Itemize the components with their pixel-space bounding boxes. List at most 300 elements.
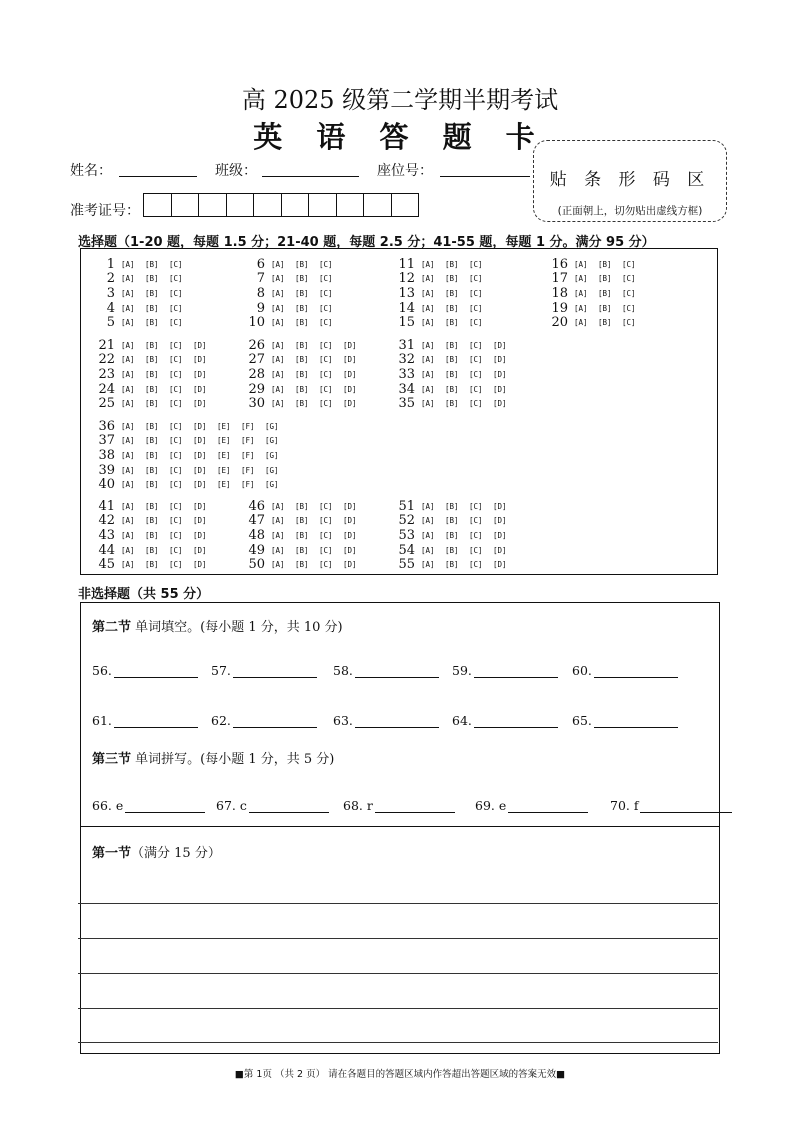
answer-bubble[interactable]: [C] xyxy=(622,274,636,284)
answer-bubble[interactable]: [B] xyxy=(295,545,309,555)
answer-bubble[interactable]: [B] xyxy=(445,530,459,540)
answer-bubble[interactable]: [B] xyxy=(295,399,309,409)
answer-bubble[interactable]: [B] xyxy=(445,288,459,298)
answer-bubble[interactable]: [D] xyxy=(343,560,357,570)
question-number: 34 xyxy=(398,381,415,397)
answer-blank-line[interactable] xyxy=(355,714,439,728)
answer-blank-line[interactable] xyxy=(249,799,329,813)
question-number: 38 xyxy=(98,447,115,463)
answer-bubble[interactable]: [B] xyxy=(145,530,159,540)
fill-blank xyxy=(92,713,198,728)
answer-bubble[interactable]: [C] xyxy=(469,545,483,555)
exam-id-digit-box[interactable] xyxy=(281,193,310,217)
answer-bubble[interactable]: [D] xyxy=(343,384,357,394)
question-number: 27 xyxy=(248,352,265,368)
part1-header: 第一节（满分 15 分） xyxy=(92,846,221,861)
answer-bubble[interactable]: [A] xyxy=(121,274,135,284)
question-row xyxy=(93,301,193,316)
answer-bubble[interactable]: [B] xyxy=(145,560,159,570)
answer-bubble[interactable]: [A] xyxy=(121,450,135,460)
question-number: 28 xyxy=(248,366,265,382)
question-row xyxy=(93,396,217,411)
answer-bubble[interactable]: [B] xyxy=(145,303,159,313)
answer-bubble[interactable]: [C] xyxy=(169,318,183,328)
answer-bubble[interactable]: [A] xyxy=(121,545,135,555)
answer-bubble[interactable]: [C] xyxy=(169,274,183,284)
exam-id-digit-box[interactable] xyxy=(253,193,282,217)
answer-bubble[interactable]: [D] xyxy=(193,480,207,490)
answer-bubble[interactable]: [B] xyxy=(445,274,459,284)
answer-bubble[interactable]: [C] xyxy=(169,450,183,460)
answer-bubble[interactable]: [B] xyxy=(145,355,159,365)
answer-bubble[interactable]: [C] xyxy=(469,384,483,394)
answer-bubble[interactable]: [C] xyxy=(319,303,333,313)
answer-bubble[interactable]: [B] xyxy=(295,259,309,269)
answer-bubble[interactable]: [C] xyxy=(469,274,483,284)
answer-bubble[interactable]: [G] xyxy=(265,465,279,475)
answer-bubble[interactable]: [C] xyxy=(469,501,483,511)
answer-bubble[interactable]: [A] xyxy=(271,384,285,394)
answer-bubble[interactable]: [D] xyxy=(193,545,207,555)
answer-bubble[interactable]: [A] xyxy=(271,274,285,284)
answer-bubble[interactable]: [A] xyxy=(421,259,435,269)
answer-bubble[interactable]: [C] xyxy=(169,384,183,394)
question-row xyxy=(93,257,193,272)
answer-bubble[interactable]: [C] xyxy=(319,384,333,394)
answer-bubble[interactable]: [B] xyxy=(295,530,309,540)
answer-bubble[interactable]: [D] xyxy=(193,340,207,350)
answer-bubble[interactable]: [A] xyxy=(421,516,435,526)
answer-bubble[interactable]: [B] xyxy=(145,501,159,511)
answer-bubble[interactable]: [A] xyxy=(421,318,435,328)
answer-bubble[interactable]: [C] xyxy=(622,318,636,328)
answer-bubble[interactable]: [B] xyxy=(145,288,159,298)
answer-bubble[interactable]: [D] xyxy=(343,369,357,379)
answer-bubble[interactable]: [A] xyxy=(121,369,135,379)
question-number: 1 xyxy=(106,256,115,272)
fill-blank xyxy=(452,663,558,678)
question-row xyxy=(243,257,343,272)
answer-bubble[interactable]: [C] xyxy=(319,501,333,511)
question-number: 46 xyxy=(248,498,265,514)
answer-bubble[interactable]: [B] xyxy=(145,369,159,379)
question-number: 2 xyxy=(106,271,115,287)
answer-bubble[interactable]: [C] xyxy=(169,369,183,379)
answer-blank-line[interactable] xyxy=(594,664,678,678)
answer-bubble[interactable]: [B] xyxy=(598,288,612,298)
answer-bubble[interactable]: [B] xyxy=(598,318,612,328)
answer-bubble[interactable]: [E] xyxy=(217,421,231,431)
question-number: 24 xyxy=(98,381,115,397)
question-number: 52 xyxy=(398,513,415,529)
answer-bubble[interactable]: [A] xyxy=(421,545,435,555)
answer-bubble[interactable]: [D] xyxy=(343,501,357,511)
question-row xyxy=(93,419,289,434)
answer-bubble[interactable]: [B] xyxy=(295,288,309,298)
answer-bubble[interactable]: [D] xyxy=(193,501,207,511)
blank-label: 59. xyxy=(452,663,472,678)
answer-bubble[interactable]: [C] xyxy=(169,436,183,446)
question-number: 14 xyxy=(398,300,415,316)
answer-bubble[interactable]: [F] xyxy=(241,436,255,446)
answer-bubble[interactable]: [B] xyxy=(145,340,159,350)
answer-bubble[interactable]: [C] xyxy=(469,530,483,540)
answer-blank-line[interactable] xyxy=(508,799,588,813)
answer-bubble[interactable]: [D] xyxy=(343,355,357,365)
answer-bubble[interactable]: [C] xyxy=(169,560,183,570)
answer-bubble[interactable]: [D] xyxy=(493,501,507,511)
answer-bubble[interactable]: [A] xyxy=(271,501,285,511)
question-row xyxy=(93,499,217,514)
exam-id-digit-box[interactable] xyxy=(336,193,365,217)
answer-bubble[interactable]: [C] xyxy=(469,259,483,269)
answer-bubble[interactable]: [B] xyxy=(145,450,159,460)
answer-bubble[interactable]: [A] xyxy=(574,259,588,269)
question-row xyxy=(93,557,217,572)
answer-bubble[interactable]: [C] xyxy=(319,545,333,555)
answer-bubble[interactable]: [B] xyxy=(145,465,159,475)
answer-bubble[interactable]: [A] xyxy=(121,436,135,446)
answer-bubble[interactable]: [C] xyxy=(169,465,183,475)
answer-bubble[interactable]: [A] xyxy=(421,355,435,365)
answer-bubble[interactable]: [C] xyxy=(622,288,636,298)
answer-bubble[interactable]: [A] xyxy=(271,259,285,269)
answer-bubble[interactable]: [C] xyxy=(169,501,183,511)
answer-bubble[interactable]: [A] xyxy=(121,303,135,313)
answer-bubble[interactable]: [B] xyxy=(445,369,459,379)
question-row xyxy=(93,543,217,558)
answer-bubble[interactable]: [D] xyxy=(493,545,507,555)
fill-blank xyxy=(92,663,198,678)
answer-bubble[interactable]: [D] xyxy=(343,516,357,526)
answer-bubble[interactable]: [C] xyxy=(469,303,483,313)
writing-line[interactable] xyxy=(78,938,718,939)
answer-bubble[interactable]: [B] xyxy=(295,274,309,284)
answer-bubble[interactable]: [E] xyxy=(217,450,231,460)
answer-bubble[interactable]: [C] xyxy=(319,274,333,284)
answer-bubble[interactable]: [A] xyxy=(421,340,435,350)
answer-bubble[interactable]: [C] xyxy=(169,480,183,490)
answer-blank-line[interactable] xyxy=(233,714,317,728)
question-number: 23 xyxy=(98,366,115,382)
answer-bubble[interactable]: [C] xyxy=(319,259,333,269)
answer-bubble[interactable]: [A] xyxy=(271,303,285,313)
answer-bubble[interactable]: [A] xyxy=(121,530,135,540)
answer-bubble[interactable]: [D] xyxy=(343,399,357,409)
answer-bubble[interactable]: [A] xyxy=(121,384,135,394)
exam-id-digit-box[interactable] xyxy=(391,193,420,217)
answer-bubble[interactable]: [A] xyxy=(271,369,285,379)
answer-blank-line[interactable] xyxy=(355,664,439,678)
fill-blank xyxy=(211,713,317,728)
blank-label: 61. xyxy=(92,713,112,728)
answer-bubble[interactable]: [B] xyxy=(445,501,459,511)
answer-bubble[interactable]: [B] xyxy=(145,259,159,269)
question-row xyxy=(243,382,367,397)
answer-bubble[interactable]: [B] xyxy=(145,421,159,431)
card-title: 英 语 答 题 卡 xyxy=(253,120,547,154)
answer-blank-line[interactable] xyxy=(114,664,198,678)
answer-bubble[interactable]: [C] xyxy=(169,399,183,409)
answer-bubble[interactable]: [B] xyxy=(445,399,459,409)
question-number: 18 xyxy=(551,285,568,301)
answer-bubble[interactable]: [D] xyxy=(193,516,207,526)
answer-bubble[interactable]: [B] xyxy=(445,545,459,555)
answer-bubble[interactable]: [B] xyxy=(145,384,159,394)
answer-bubble[interactable]: [A] xyxy=(574,288,588,298)
exam-id-boxes[interactable] xyxy=(144,193,419,217)
answer-bubble[interactable]: [B] xyxy=(295,318,309,328)
answer-bubble[interactable]: [G] xyxy=(265,450,279,460)
answer-bubble[interactable]: [C] xyxy=(319,516,333,526)
question-row xyxy=(546,315,646,330)
answer-bubble[interactable]: [E] xyxy=(217,436,231,446)
answer-bubble[interactable]: [A] xyxy=(574,318,588,328)
blank-label: 69. e xyxy=(475,798,507,813)
question-row xyxy=(546,301,646,316)
exam-id-digit-box[interactable] xyxy=(171,193,200,217)
question-row xyxy=(243,557,367,572)
answer-blank-line[interactable] xyxy=(474,714,558,728)
answer-bubble[interactable]: [C] xyxy=(319,288,333,298)
answer-bubble[interactable]: [D] xyxy=(193,421,207,431)
answer-bubble[interactable]: [C] xyxy=(169,516,183,526)
blank-label: 68. r xyxy=(343,798,373,813)
answer-bubble[interactable]: [D] xyxy=(493,340,507,350)
answer-bubble[interactable]: [D] xyxy=(193,450,207,460)
writing-line[interactable] xyxy=(78,973,718,974)
answer-bubble[interactable]: [B] xyxy=(445,355,459,365)
answer-bubble[interactable]: [A] xyxy=(574,274,588,284)
answer-bubble[interactable]: [B] xyxy=(445,259,459,269)
answer-bubble[interactable]: [A] xyxy=(271,340,285,350)
answer-bubble[interactable]: [B] xyxy=(295,340,309,350)
answer-bubble[interactable]: [C] xyxy=(469,560,483,570)
answer-bubble[interactable]: [C] xyxy=(319,355,333,365)
answer-bubble[interactable]: [B] xyxy=(295,501,309,511)
answer-bubble[interactable]: [B] xyxy=(145,480,159,490)
answer-bubble[interactable]: [A] xyxy=(121,480,135,490)
exam-title: 高 2025 级第二学期半期考试 xyxy=(241,86,559,114)
answer-bubble[interactable]: [F] xyxy=(241,480,255,490)
answer-bubble[interactable]: [D] xyxy=(493,369,507,379)
answer-bubble[interactable]: [C] xyxy=(319,560,333,570)
question-number: 7 xyxy=(256,271,265,287)
question-number: 13 xyxy=(398,285,415,301)
answer-bubble[interactable]: [C] xyxy=(319,318,333,328)
answer-bubble[interactable]: [D] xyxy=(493,560,507,570)
answer-bubble[interactable]: [D] xyxy=(493,384,507,394)
answer-bubble[interactable]: [C] xyxy=(169,530,183,540)
answer-bubble[interactable]: [B] xyxy=(445,560,459,570)
answer-bubble[interactable]: [D] xyxy=(493,399,507,409)
answer-bubble[interactable]: [A] xyxy=(421,303,435,313)
answer-bubble[interactable]: [A] xyxy=(121,501,135,511)
answer-bubble[interactable]: [A] xyxy=(121,560,135,570)
name-field[interactable] xyxy=(119,160,197,177)
exam-id-digit-box[interactable] xyxy=(143,193,172,217)
answer-bubble[interactable]: [A] xyxy=(421,560,435,570)
answer-bubble[interactable]: [C] xyxy=(169,288,183,298)
answer-bubble[interactable]: [A] xyxy=(121,421,135,431)
answer-bubble[interactable]: [A] xyxy=(121,516,135,526)
answer-bubble[interactable]: [A] xyxy=(421,501,435,511)
answer-bubble[interactable]: [G] xyxy=(265,421,279,431)
answer-bubble[interactable]: [B] xyxy=(295,560,309,570)
answer-bubble[interactable]: [C] xyxy=(169,355,183,365)
fill-blank xyxy=(333,663,439,678)
answer-bubble[interactable]: [C] xyxy=(169,545,183,555)
answer-bubble[interactable]: [B] xyxy=(445,516,459,526)
answer-bubble[interactable]: [D] xyxy=(493,355,507,365)
answer-bubble[interactable]: [A] xyxy=(121,288,135,298)
answer-bubble[interactable]: [A] xyxy=(121,355,135,365)
answer-bubble[interactable]: [B] xyxy=(145,436,159,446)
answer-bubble[interactable]: [B] xyxy=(145,516,159,526)
answer-bubble[interactable]: [C] xyxy=(469,355,483,365)
writing-line[interactable] xyxy=(78,1042,718,1043)
answer-bubble[interactable]: [B] xyxy=(445,340,459,350)
class-field[interactable] xyxy=(262,160,359,177)
answer-bubble[interactable]: [A] xyxy=(421,274,435,284)
answer-bubble[interactable]: [A] xyxy=(271,545,285,555)
exam-id-digit-box[interactable] xyxy=(226,193,255,217)
answer-blank-line[interactable] xyxy=(125,799,205,813)
answer-bubble[interactable]: [F] xyxy=(241,421,255,431)
question-number: 36 xyxy=(98,418,115,434)
answer-bubble[interactable]: [B] xyxy=(445,318,459,328)
answer-bubble[interactable]: [C] xyxy=(622,259,636,269)
answer-bubble[interactable]: [A] xyxy=(121,399,135,409)
answer-bubble[interactable]: [D] xyxy=(193,530,207,540)
answer-bubble[interactable]: [C] xyxy=(469,399,483,409)
answer-bubble[interactable]: [C] xyxy=(469,516,483,526)
answer-bubble[interactable]: [C] xyxy=(319,369,333,379)
answer-bubble[interactable]: [B] xyxy=(295,303,309,313)
question-row xyxy=(93,367,217,382)
question-row xyxy=(93,463,289,478)
answer-bubble[interactable]: [B] xyxy=(145,274,159,284)
answer-bubble[interactable]: [A] xyxy=(421,288,435,298)
answer-bubble[interactable]: [D] xyxy=(193,399,207,409)
answer-bubble[interactable]: [A] xyxy=(421,530,435,540)
answer-bubble[interactable]: [B] xyxy=(295,355,309,365)
answer-bubble[interactable]: [B] xyxy=(295,516,309,526)
answer-bubble[interactable]: [A] xyxy=(121,318,135,328)
answer-bubble[interactable]: [C] xyxy=(319,340,333,350)
answer-bubble[interactable]: [C] xyxy=(622,303,636,313)
answer-bubble[interactable]: [A] xyxy=(121,340,135,350)
answer-bubble[interactable]: [D] xyxy=(193,384,207,394)
answer-bubble[interactable]: [A] xyxy=(421,369,435,379)
answer-bubble[interactable]: [C] xyxy=(319,399,333,409)
answer-bubble[interactable]: [D] xyxy=(493,530,507,540)
answer-bubble[interactable]: [D] xyxy=(193,436,207,446)
answer-blank-line[interactable] xyxy=(233,664,317,678)
answer-bubble[interactable]: [D] xyxy=(493,516,507,526)
answer-bubble[interactable]: [B] xyxy=(145,399,159,409)
answer-bubble[interactable]: [C] xyxy=(469,288,483,298)
answer-bubble[interactable]: [B] xyxy=(145,318,159,328)
answer-bubble[interactable]: [D] xyxy=(193,355,207,365)
answer-bubble[interactable]: [C] xyxy=(169,421,183,431)
answer-bubble[interactable]: [B] xyxy=(145,545,159,555)
exam-id-digit-box[interactable] xyxy=(363,193,392,217)
answer-bubble[interactable]: [C] xyxy=(469,318,483,328)
exam-id-digit-box[interactable] xyxy=(198,193,227,217)
answer-bubble[interactable]: [F] xyxy=(241,465,255,475)
answer-bubble[interactable]: [B] xyxy=(295,369,309,379)
answer-bubble[interactable]: [B] xyxy=(598,259,612,269)
answer-blank-line[interactable] xyxy=(375,799,455,813)
answer-bubble[interactable]: [C] xyxy=(169,340,183,350)
answer-bubble[interactable]: [A] xyxy=(421,384,435,394)
writing-line[interactable] xyxy=(78,903,718,904)
answer-bubble[interactable]: [B] xyxy=(598,274,612,284)
answer-bubble[interactable]: [G] xyxy=(265,436,279,446)
seat-field[interactable] xyxy=(440,160,530,177)
answer-bubble[interactable]: [B] xyxy=(598,303,612,313)
answer-bubble[interactable]: [E] xyxy=(217,480,231,490)
spelling-blank xyxy=(216,798,329,813)
answer-blank-line[interactable] xyxy=(640,799,732,813)
answer-bubble[interactable]: [D] xyxy=(343,530,357,540)
answer-bubble[interactable]: [C] xyxy=(469,340,483,350)
fill-blank xyxy=(333,713,439,728)
question-row xyxy=(93,338,217,353)
answer-bubble[interactable]: [D] xyxy=(343,545,357,555)
answer-bubble[interactable]: [G] xyxy=(265,480,279,490)
answer-bubble[interactable]: [B] xyxy=(295,384,309,394)
answer-bubble[interactable]: [D] xyxy=(343,340,357,350)
answer-bubble[interactable]: [D] xyxy=(193,369,207,379)
answer-blank-line[interactable] xyxy=(114,714,198,728)
answer-bubble[interactable]: [A] xyxy=(271,560,285,570)
answer-bubble[interactable]: [C] xyxy=(169,303,183,313)
answer-bubble[interactable]: [B] xyxy=(445,303,459,313)
answer-blank-line[interactable] xyxy=(474,664,558,678)
question-number: 50 xyxy=(248,557,265,573)
answer-bubble[interactable]: [B] xyxy=(445,384,459,394)
answer-bubble[interactable]: [C] xyxy=(469,369,483,379)
answer-bubble[interactable]: [A] xyxy=(271,355,285,365)
answer-bubble[interactable]: [C] xyxy=(319,530,333,540)
answer-bubble[interactable]: [A] xyxy=(271,530,285,540)
answer-bubble[interactable]: [A] xyxy=(121,259,135,269)
question-row xyxy=(93,528,217,543)
answer-bubble[interactable]: [F] xyxy=(241,450,255,460)
answer-bubble[interactable]: [A] xyxy=(574,303,588,313)
question-number: 39 xyxy=(98,462,115,478)
answer-bubble[interactable]: [A] xyxy=(421,399,435,409)
answer-bubble[interactable]: [A] xyxy=(121,465,135,475)
question-number: 8 xyxy=(256,285,265,301)
writing-line[interactable] xyxy=(78,1008,718,1009)
answer-bubble[interactable]: [C] xyxy=(169,259,183,269)
question-number: 55 xyxy=(398,557,415,573)
answer-bubble[interactable]: [D] xyxy=(193,560,207,570)
answer-bubble[interactable]: [D] xyxy=(193,465,207,475)
answer-bubble[interactable]: [E] xyxy=(217,465,231,475)
answer-blank-line[interactable] xyxy=(594,714,678,728)
blank-label: 70. f xyxy=(610,798,639,813)
answer-bubble[interactable]: [A] xyxy=(271,516,285,526)
answer-bubble[interactable]: [A] xyxy=(271,288,285,298)
exam-id-digit-box[interactable] xyxy=(308,193,337,217)
mc-answer-box xyxy=(80,248,718,575)
answer-bubble[interactable]: [A] xyxy=(271,399,285,409)
answer-bubble[interactable]: [A] xyxy=(271,318,285,328)
